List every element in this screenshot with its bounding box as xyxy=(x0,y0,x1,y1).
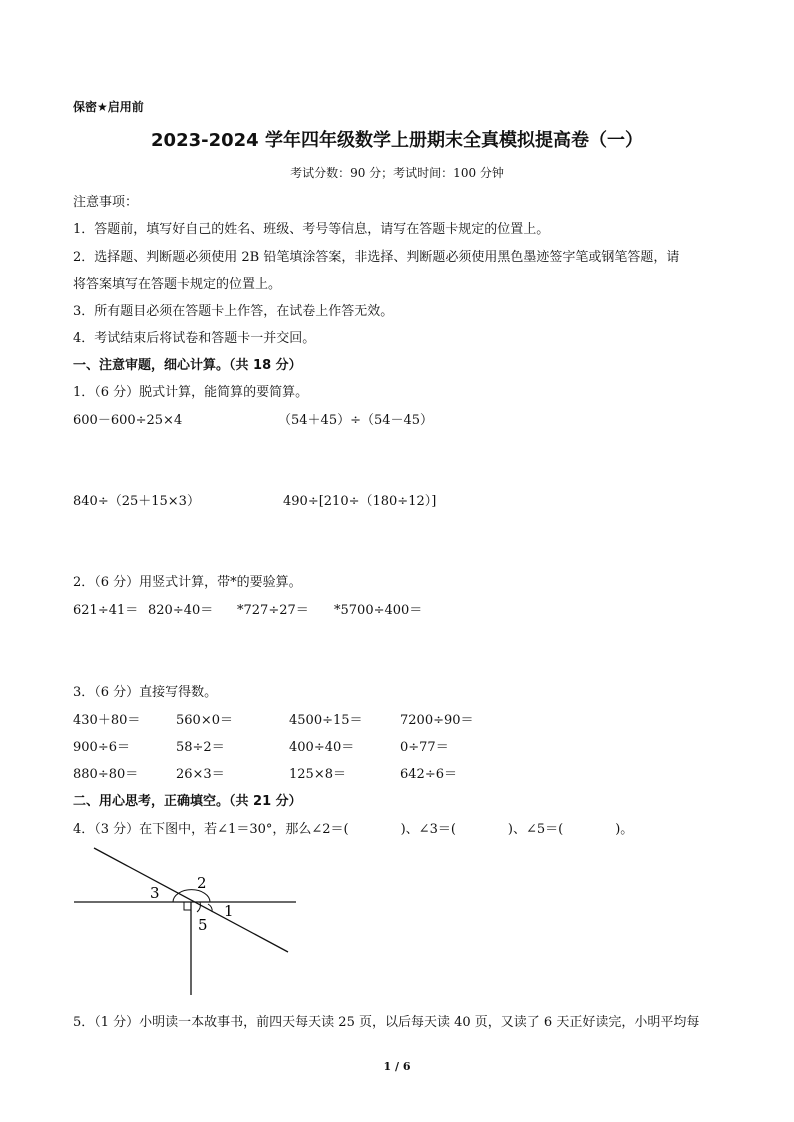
exam-info: 考试分数：90 分；考试时间：100 分钟 xyxy=(290,166,504,180)
notice-heading: 注意事项： xyxy=(73,195,139,210)
expression: 0÷77＝ xyxy=(400,740,449,755)
expression: 400÷40＝ xyxy=(289,740,355,755)
expression: 840÷（25＋15×3） xyxy=(73,494,200,509)
angle-label-5: 5 xyxy=(198,916,208,934)
notice-item: 2．选择题、判断题必须使用 2B 铅笔填涂答案，非选择、判断题必须使用黑色墨迹签字笔或钢笔答题，请 xyxy=(73,250,680,265)
notice-item: 4．考试结束后将试卷和答题卡一并交回。 xyxy=(73,331,316,346)
expression: 58÷2＝ xyxy=(176,740,225,755)
expression: *727÷27＝ xyxy=(237,603,309,618)
expression: 430＋80＝ xyxy=(73,713,141,728)
expression: 26×3＝ xyxy=(176,767,225,782)
expression: 7200÷90＝ xyxy=(400,713,474,728)
expression: 880÷80＝ xyxy=(73,767,139,782)
expression: 900÷6＝ xyxy=(73,740,130,755)
expression: *5700÷400＝ xyxy=(334,603,423,618)
angle-label-2: 2 xyxy=(197,874,207,892)
expression: 490÷[210÷（180÷12）] xyxy=(283,494,437,509)
angle-diagram xyxy=(60,840,320,1000)
angle-label-3: 3 xyxy=(150,884,160,902)
notice-item: 1．答题前，填写好自己的姓名、班级、考号等信息，请写在答题卡规定的位置上。 xyxy=(73,222,550,237)
question-prompt: 4．（3 分）在下图中，若∠1＝30°，那么∠2＝( )、∠3＝( )、∠5＝( )。 xyxy=(73,822,634,837)
expression: （54＋45）÷（54－45） xyxy=(278,413,434,428)
question-prompt: 3．（6 分）直接写得数。 xyxy=(73,685,218,700)
question-prompt: 2．（6 分）用竖式计算，带*的要验算。 xyxy=(73,575,302,590)
notice-item: 3．所有题目必须在答题卡上作答，在试卷上作答无效。 xyxy=(73,304,394,319)
expression: 4500÷15＝ xyxy=(289,713,363,728)
confidential-label: 保密★启用前 xyxy=(73,100,144,114)
expression: 820÷40＝ xyxy=(148,603,214,618)
page-title: 2023-2024 学年四年级数学上册期末全真模拟提高卷（一） xyxy=(151,130,643,151)
expression: 125×8＝ xyxy=(289,767,346,782)
expression: 621÷41＝ xyxy=(73,603,139,618)
section-heading: 二、用心思考，正确填空。（共 21 分） xyxy=(73,794,302,809)
expression: 642÷6＝ xyxy=(400,767,457,782)
angle-label-1: 1 xyxy=(224,902,234,920)
expression: 560×0＝ xyxy=(176,713,233,728)
expression: 600－600÷25×4 xyxy=(73,413,183,428)
right-angle-mark xyxy=(184,902,191,910)
notice-item: 将答案填写在答题卡规定的位置上。 xyxy=(73,277,282,292)
section-heading: 一、注意审题，细心计算。（共 18 分） xyxy=(73,358,302,373)
page-number: 1 / 6 xyxy=(383,1060,411,1073)
question-prompt: 5．（1 分）小明读一本故事书，前四天每天读 25 页，以后每天读 40 页，又读了 6 天正好读完，小明平均每 xyxy=(73,1015,700,1030)
question-prompt: 1．（6 分）脱式计算，能简算的要简算。 xyxy=(73,385,309,400)
